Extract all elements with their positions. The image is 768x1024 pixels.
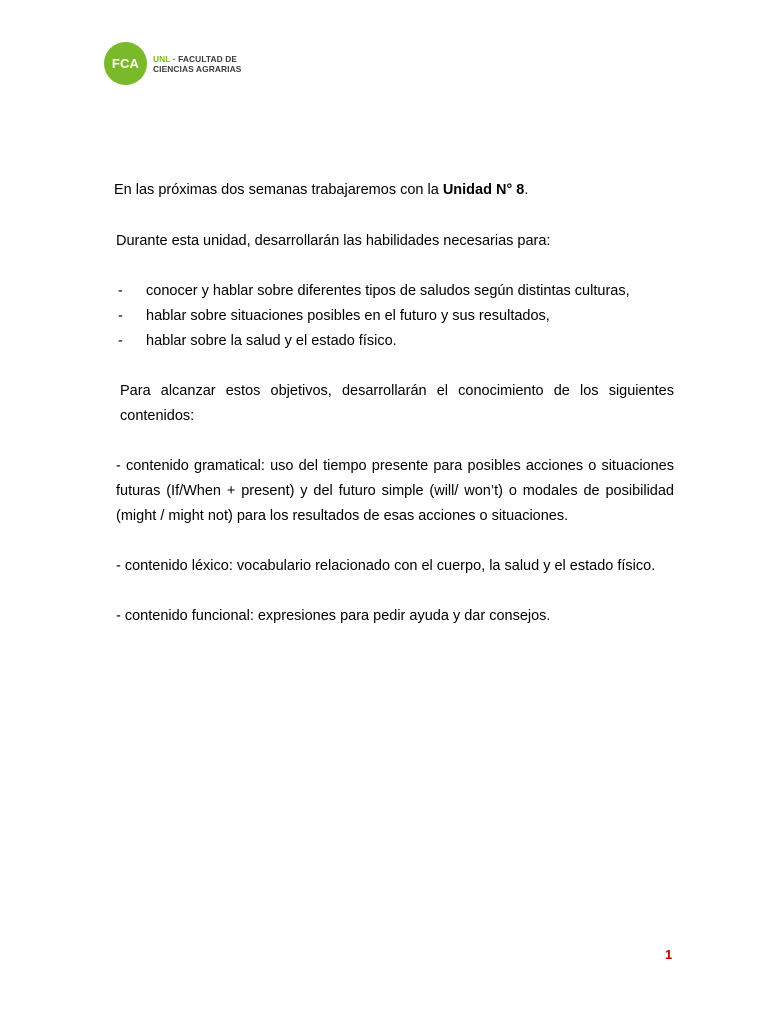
contents-heading: Para alcanzar estos objetivos, desarrollarán el conocimiento de los siguientes contenidos: [120, 383, 674, 424]
unit-number: Unidad N° 8 [442, 182, 525, 198]
skill-text: conocer y hablar sobre diferentes tipos de saludos según distintas culturas, [146, 283, 630, 299]
intro-suffix: . [524, 182, 529, 198]
content-item-functional: - contenido funcional: expresiones para pedir ayuda y dar consejos. [116, 608, 551, 624]
fca-logo-badge: FCA [104, 42, 147, 85]
intro-prefix: En las próximas dos semanas trabajaremos con la [114, 182, 443, 198]
skill-text: hablar sobre situaciones posibles en el futuro y sus resultados, [146, 308, 550, 324]
fca-logo [104, 42, 241, 85]
skills-heading: Durante esta unidad, desarrollarán las habilidades necesarias para: [116, 233, 551, 249]
logo-line1: · FACULTAD DE [170, 53, 238, 64]
fca-logo-text [153, 54, 241, 74]
logo-line2: CIENCIAS AGRARIAS [153, 63, 242, 74]
bullet-marker: - [118, 283, 123, 299]
content-item-grammar: - contenido gramatical: uso del tiempo presente para posibles acciones o situaciones futuras (If/When + present) y del futuro simple (will/ won’t) o modales de posibilidad (might / might not) para los resultados de esas acciones o situaciones. [116, 458, 674, 524]
bullet-marker: - [118, 308, 123, 324]
bullet-marker: - [118, 333, 123, 349]
intro-paragraph [114, 182, 528, 198]
logo-unl: UNL [153, 53, 171, 64]
skill-text: hablar sobre la salud y el estado físico. [146, 333, 397, 349]
page-number: 1 [665, 947, 673, 962]
content-item-lexical: - contenido léxico: vocabulario relacionado con el cuerpo, la salud y el estado físico. [116, 558, 656, 574]
